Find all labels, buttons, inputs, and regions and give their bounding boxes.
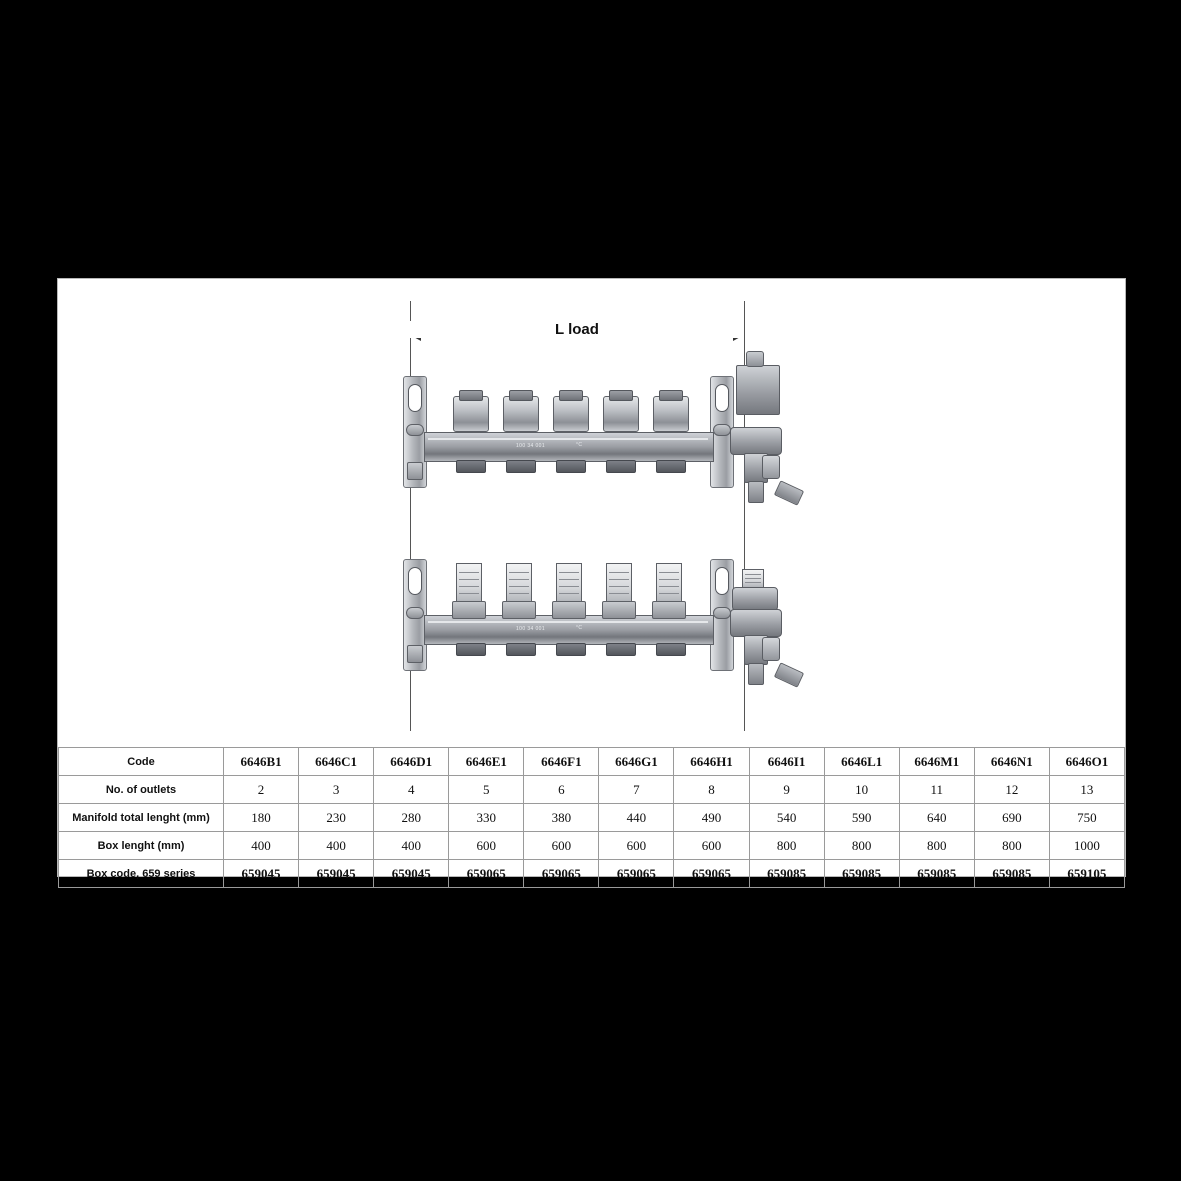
table-cell: 6: [524, 776, 599, 804]
table-cell: 540: [749, 804, 824, 832]
bracket-foot-bottom-left: [407, 645, 423, 663]
table-cell: 6646D1: [374, 748, 449, 776]
valve-knob-cap: [659, 390, 683, 401]
table-cell: 6646H1: [674, 748, 749, 776]
table-cell: 6646M1: [899, 748, 974, 776]
table-cell: 659045: [224, 860, 299, 888]
table-cell: 600: [524, 832, 599, 860]
table-cell: 6646C1: [299, 748, 374, 776]
bracket-foot-top-left: [407, 462, 423, 480]
table-cell: 6646I1: [749, 748, 824, 776]
outlet-connector: [656, 643, 686, 656]
table-cell: 750: [1049, 804, 1124, 832]
table-cell: 11: [899, 776, 974, 804]
flow-meter: [456, 563, 482, 605]
valve-knob[interactable]: [603, 396, 639, 432]
manifold-code-label-bottom: 100 34 001: [516, 626, 546, 632]
row-header: Code: [59, 748, 224, 776]
air-vent-cap: [746, 351, 764, 367]
end-vent-top: [742, 569, 764, 589]
dimension-l-load: [410, 317, 744, 347]
valve-knob[interactable]: [503, 396, 539, 432]
table-cell: 7: [599, 776, 674, 804]
flow-meter-base: [602, 601, 636, 619]
table-cell: 1000: [1049, 832, 1124, 860]
table-cell: 180: [224, 804, 299, 832]
table-cell: 6646B1: [224, 748, 299, 776]
table-row: [59, 804, 1125, 832]
drain-hose-connector: [748, 481, 764, 503]
valve-knob[interactable]: [553, 396, 589, 432]
table-cell: 659085: [899, 860, 974, 888]
manifold-drawing: [58, 279, 1125, 747]
table-cell: 230: [299, 804, 374, 832]
table-cell: 690: [974, 804, 1049, 832]
bar-highlight-top: [428, 438, 708, 440]
hose-nut: [774, 480, 804, 505]
outlet-connector: [656, 460, 686, 473]
flow-meter: [656, 563, 682, 605]
bracket-clamp-top-left: [406, 424, 424, 436]
table-cell: 800: [974, 832, 1049, 860]
table-cell: 13: [1049, 776, 1124, 804]
table-cell: 4: [374, 776, 449, 804]
table-cell: 490: [674, 804, 749, 832]
table-cell: 6646N1: [974, 748, 1049, 776]
table-cell: 3: [299, 776, 374, 804]
table-cell: 10: [824, 776, 899, 804]
table-cell: 659105: [1049, 860, 1124, 888]
drain-valve-lever-bottom[interactable]: [762, 637, 780, 661]
table-cell: 659085: [974, 860, 1049, 888]
table-cell: 800: [824, 832, 899, 860]
table-cell: 659085: [824, 860, 899, 888]
table-cell: 659045: [299, 860, 374, 888]
table-cell: 659065: [599, 860, 674, 888]
valve-knob-cap: [609, 390, 633, 401]
table-cell: 9: [749, 776, 824, 804]
table-cell: 6646L1: [824, 748, 899, 776]
top-end-group: [718, 339, 808, 529]
valve-knob-cap: [459, 390, 483, 401]
table-cell: 800: [749, 832, 824, 860]
table-cell: 600: [449, 832, 524, 860]
top-manifold: [398, 374, 718, 504]
table-cell: 330: [449, 804, 524, 832]
valve-knob-cap: [509, 390, 533, 401]
outlet-connector: [506, 643, 536, 656]
bracket-slot-bottom-left: [408, 567, 422, 595]
table-cell: 400: [374, 832, 449, 860]
table-cell: 659045: [374, 860, 449, 888]
drain-hose-connector-bottom: [748, 663, 764, 685]
air-vent-body: [736, 365, 780, 415]
flow-meter: [606, 563, 632, 605]
outlet-connector: [456, 643, 486, 656]
end-fitting-bottom: [732, 587, 778, 611]
table-cell: 6646E1: [449, 748, 524, 776]
table-cell: 380: [524, 804, 599, 832]
table-cell: 400: [224, 832, 299, 860]
valve-knob-cap: [559, 390, 583, 401]
end-elbow-top: [730, 427, 782, 455]
table-cell: 659065: [449, 860, 524, 888]
hose-nut-bottom: [774, 662, 804, 687]
row-header: Manifold total lenght (mm): [59, 804, 224, 832]
manifold-code-label-top: 100 34 001: [516, 443, 546, 449]
outlet-connector: [506, 460, 536, 473]
flow-meter: [556, 563, 582, 605]
manifold-bar-bottom: [424, 615, 714, 645]
table-cell: 400: [299, 832, 374, 860]
outlet-connector: [456, 460, 486, 473]
table-cell: 2: [224, 776, 299, 804]
table-cell: 640: [899, 804, 974, 832]
table-cell: 6646O1: [1049, 748, 1124, 776]
outlet-connector: [606, 460, 636, 473]
outlet-connector: [556, 643, 586, 656]
table-cell: 659065: [524, 860, 599, 888]
table-cell: 280: [374, 804, 449, 832]
bracket-slot-top-left: [408, 384, 422, 412]
valve-knob[interactable]: [453, 396, 489, 432]
bottom-end-group: [718, 569, 808, 747]
flow-meter-base: [452, 601, 486, 619]
bracket-clamp-bottom-left: [406, 607, 424, 619]
table-cell: 659065: [674, 860, 749, 888]
specification-table: [58, 747, 1125, 888]
table-cell: 6646G1: [599, 748, 674, 776]
specification-table-wrap: [58, 747, 1125, 888]
dimension-label-wrap: [410, 321, 744, 338]
table-cell: 440: [599, 804, 674, 832]
manifold-bar-top: [424, 432, 714, 462]
flow-meter-base: [502, 601, 536, 619]
table-cell: 659085: [749, 860, 824, 888]
outlet-connector: [606, 643, 636, 656]
row-header: No. of outlets: [59, 776, 224, 804]
table-cell: 590: [824, 804, 899, 832]
diagram-page: [57, 278, 1126, 881]
flow-meter: [506, 563, 532, 605]
outlet-connector: [556, 460, 586, 473]
table-cell: 6646F1: [524, 748, 599, 776]
table-cell: 600: [599, 832, 674, 860]
table-cell: 600: [674, 832, 749, 860]
row-header: Box lenght (mm): [59, 832, 224, 860]
table-cell: 12: [974, 776, 1049, 804]
table-row: [59, 860, 1125, 888]
table-cell: 5: [449, 776, 524, 804]
table-row: [59, 832, 1125, 860]
temp-unit-label-top: °C: [576, 442, 583, 448]
table-row: [59, 748, 1125, 776]
temp-unit-label-bottom: °C: [576, 625, 583, 631]
row-header: Box code, 659 series: [59, 860, 224, 888]
table-row: [59, 776, 1125, 804]
table-cell: 8: [674, 776, 749, 804]
flow-meter-base: [652, 601, 686, 619]
table-cell: 800: [899, 832, 974, 860]
flow-meter-base: [552, 601, 586, 619]
bottom-manifold: [398, 557, 718, 687]
valve-knob[interactable]: [653, 396, 689, 432]
bar-highlight-bottom: [428, 621, 708, 623]
drain-valve-lever[interactable]: [762, 455, 780, 479]
end-elbow-bottom: [730, 609, 782, 637]
dimension-label: L load: [547, 321, 607, 338]
